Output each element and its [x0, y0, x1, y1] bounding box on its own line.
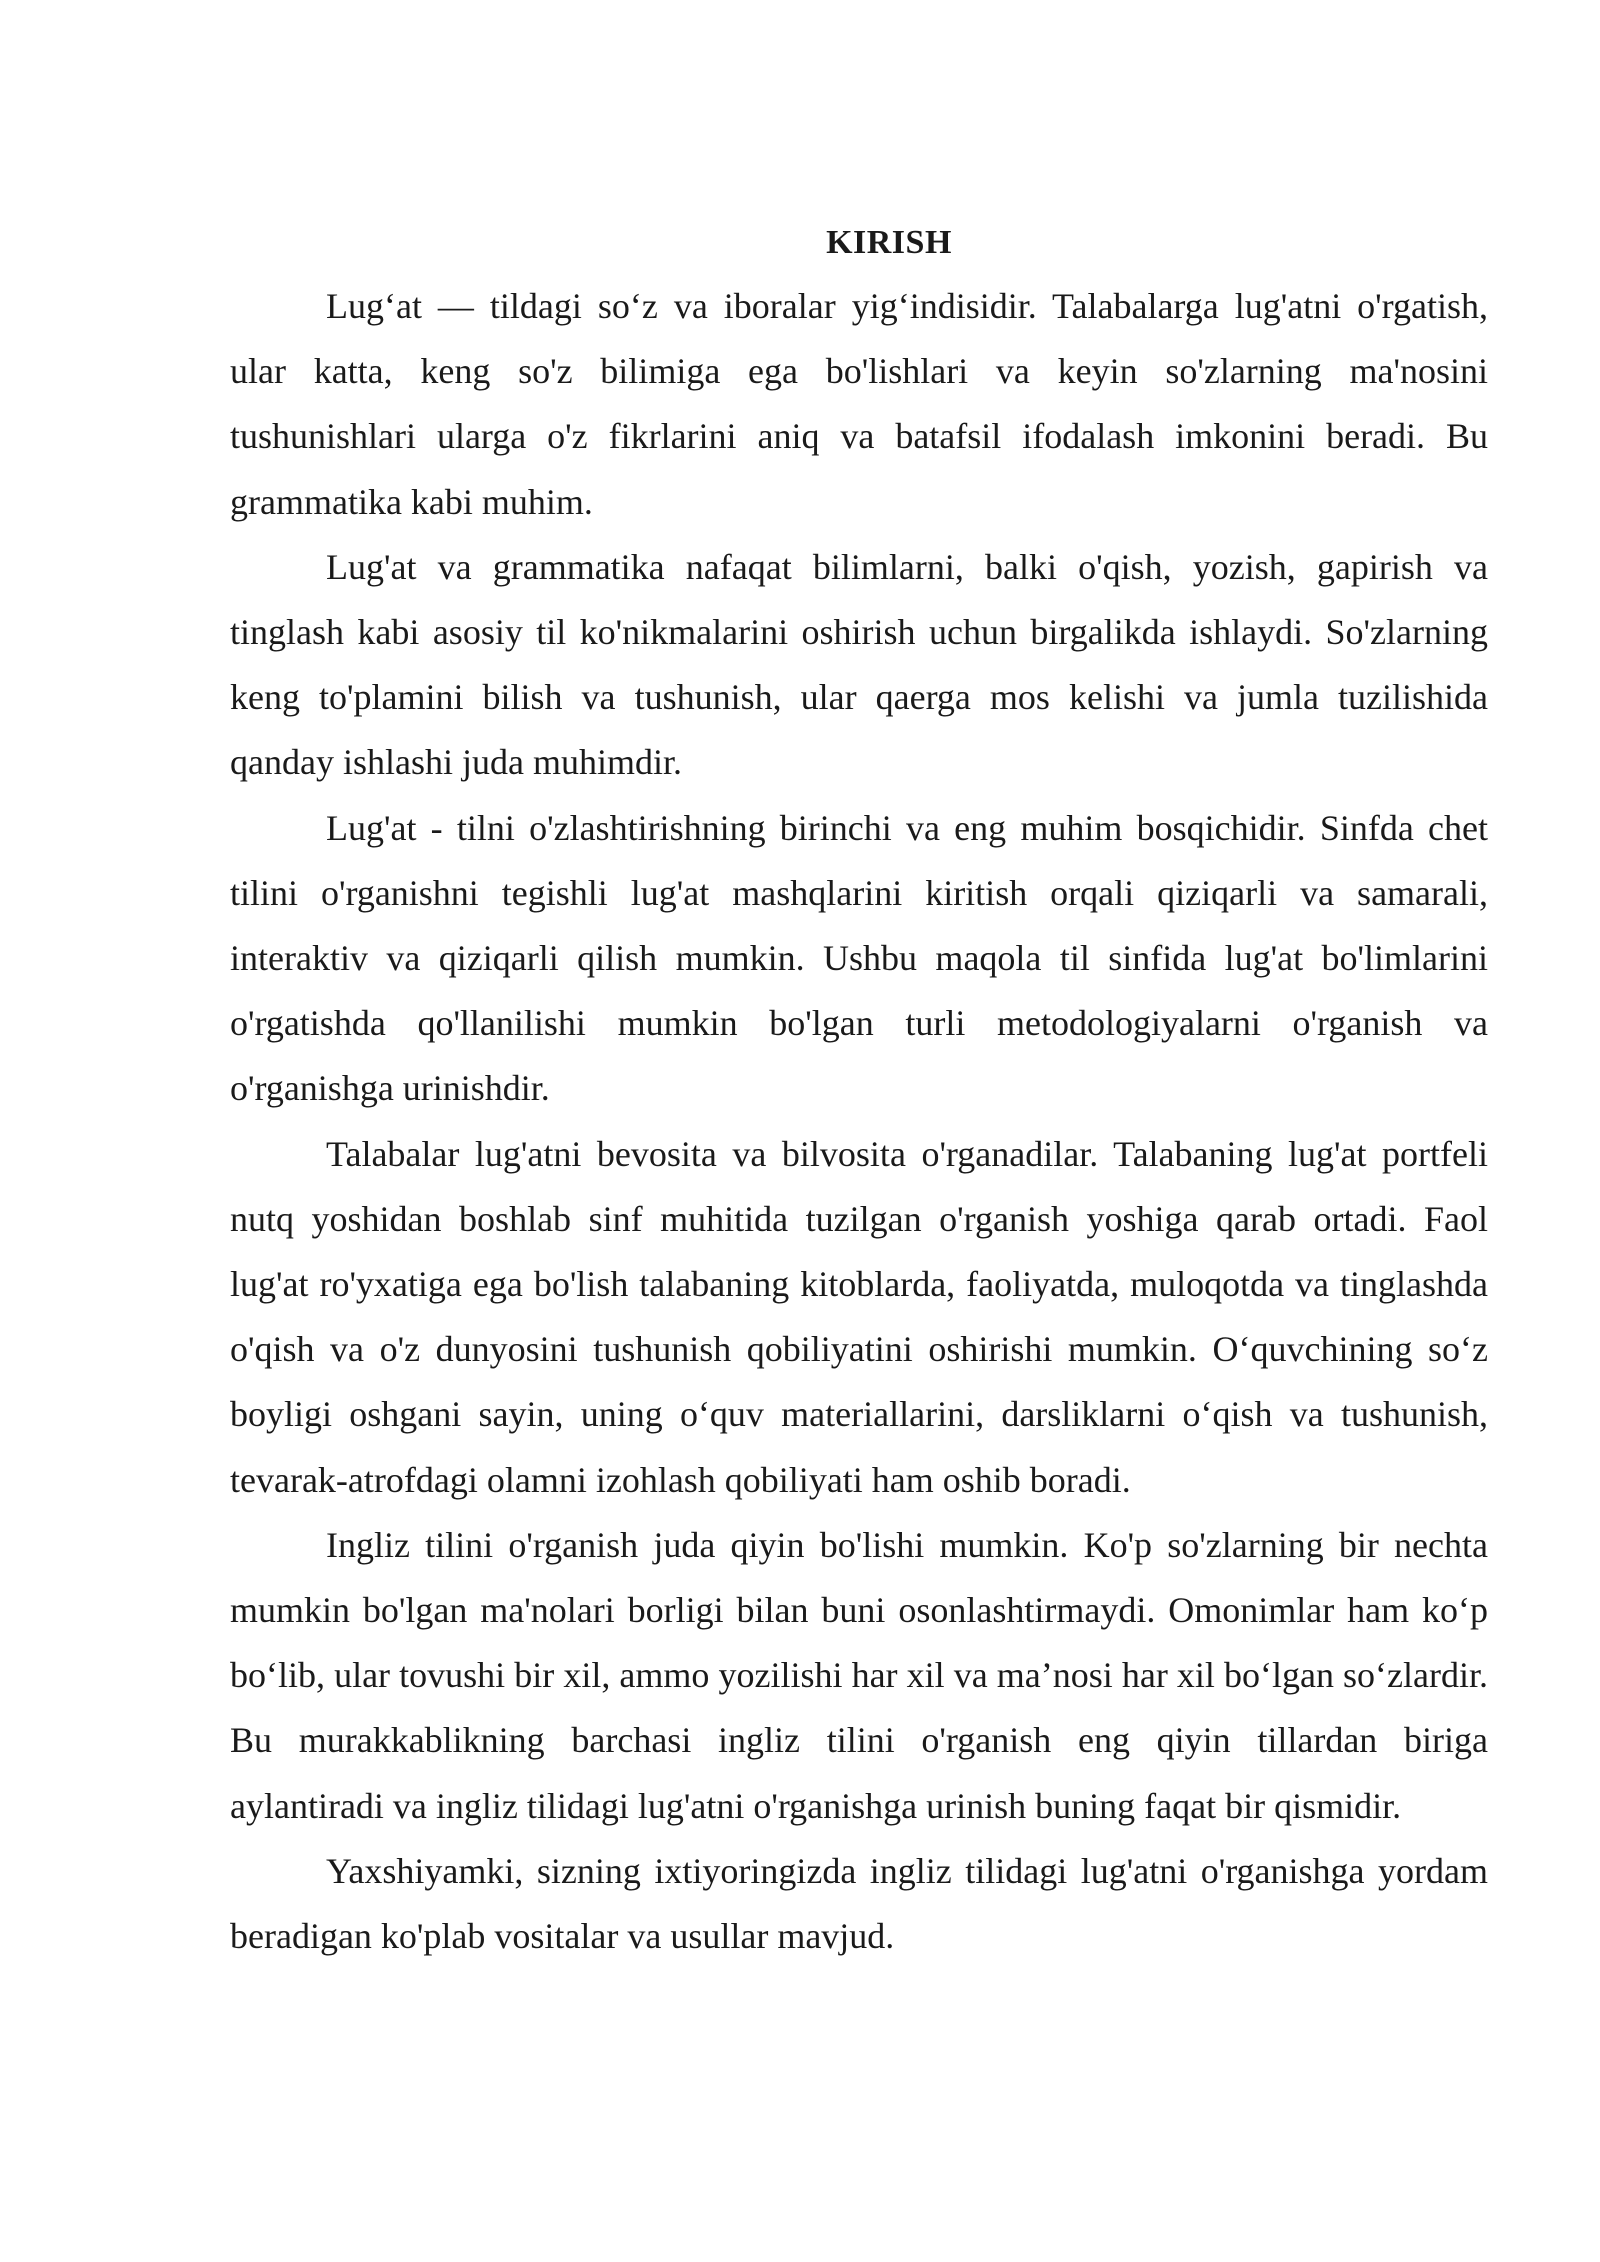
paragraph-1: Lug‘at — tildagi so‘z va iboralar yig‘indisidir. Talabalarga lug'atni o'rgatish, ular katta, keng so'z bilimiga ega bo'lishlari va keyin so'zlarning ma'nosini tushunishlari ularga o'z fikrlarini aniq va batafsil ifodalash imkonini beradi. Bu grammatika kabi muhim.: [230, 286, 1488, 522]
paragraph-2: Lug'at va grammatika nafaqat bilimlarni, balki o'qish, yozish, gapirish va tinglash kabi asosiy til ko'nikmalarini oshirish uchun birgalikda ishlaydi. So'zlarning keng to'plamini bilish va tushunish, ular qaerga mos kelishi va jumla tuzilishida qanday ishlashi juda muhimdir.: [230, 546, 1488, 783]
paragraph-3: Lug'at - tilni o'zlashtirishning birinchi va eng muhim bosqichidir. Sinfda chet tilini o'rganishni tegishli lug'at mashqlarini kiritish orqali qiziqarli va samarali, interaktiv va qiziqarli qilish mumkin. Ushbu maqola til sinfida lug'at bo'limlarini o'rgatishda qo'llanilishi mumkin bo'lgan turli metodologiyalarni o'rganish va o'rganishga urinishdir.: [230, 807, 1488, 1109]
page-title: KIRISH: [826, 224, 952, 261]
paragraph-5: Ingliz tilini o'rganish juda qiyin bo'lishi mumkin. Ko'p so'zlarning bir nechta mumkin bo'lgan ma'nolari borligi bilan buni osonlashtirmaydi. Omonimlar ham ko‘p bo‘lib, ular tovushi bir xil, ammo yozilishi har xil va ma’nosi har xil bo‘lgan so‘zlardir. Bu murakkablikning barchasi ingliz tilini o'rganish eng qiyin tillardan biriga aylantiradi va ingliz tilidagi lug'atni o'rganishga urinish buning faqat bir qismidir.: [230, 1524, 1488, 1826]
paragraph-6: Yaxshiyamki, sizning ixtiyoringizda ingliz tilidagi lug'atni o'rganishga yordam beradigan ko'plab vositalar va usullar mavjud.: [230, 1850, 1488, 1957]
paragraph-4: Talabalar lug'atni bevosita va bilvosita o'rganadilar. Talabaning lug'at portfeli nutq yoshidan boshlab sinf muhitida tuzilgan o'rganish yoshiga qarab ortadi. Faol lug'at ro'yxatiga ega bo'lish talabaning kitoblarda, faoliyatda, muloqotda va tinglashda o'qish va o'z dunyosini tushunish qobiliyatini oshirishi mumkin. O‘quvchining so‘z boyligi oshgani sayin, uning o‘quv materiallarini, darsliklarni o‘qish va tushunish, tevarak-atrofdagi olamni izohlash qobiliyati ham oshib boradi.: [230, 1133, 1488, 1500]
document-page: [230, 218, 1488, 1969]
